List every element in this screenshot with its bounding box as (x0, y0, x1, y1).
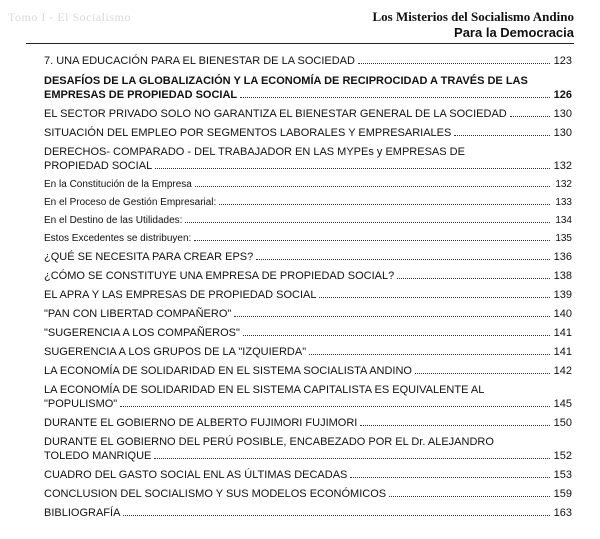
toc-page-number: 132 (553, 160, 572, 172)
toc-page-number: 130 (553, 108, 572, 120)
header-rule (26, 43, 574, 44)
dot-leader (510, 116, 550, 117)
toc-entry-text: DURANTE EL GOBIERNO DEL PERÚ POSIBLE, ENCABEZADO POR EL Dr. ALEJANDRO (44, 436, 494, 448)
toc-entry (44, 232, 572, 245)
toc-page-number: 163 (553, 507, 572, 519)
toc-entry (44, 383, 572, 411)
toc-entry (44, 214, 572, 227)
toc-entry-text: "SUGERENCIA A LOS COMPAÑEROS" (44, 327, 240, 339)
toc-entry-text: LA ECONOMÍA DE SOLIDARIDAD EN EL SISTEMA CAPITALISTA ES EQUIVALENTE AL (44, 384, 485, 396)
toc-entry-text: En el Proceso de Gestión Empresarial: (44, 197, 217, 208)
toc-entry-text: "POPULISMO" (44, 398, 118, 410)
toc-entry-text: En el Destino de las Utilidades: (44, 215, 183, 226)
toc-entry (44, 326, 572, 340)
toc-entry (44, 506, 572, 520)
toc-page-number: 141 (553, 346, 572, 358)
toc-entry (44, 345, 572, 359)
toc-entry-text: Estos Excedentes se distribuyen: (44, 233, 192, 244)
toc-page-number: 123 (553, 55, 572, 67)
toc-entry-text: BIBLIOGRAFÍA (44, 507, 121, 519)
table-of-contents (44, 54, 572, 520)
dot-leader (454, 135, 550, 136)
toc-page-number: 136 (553, 251, 572, 263)
dot-leader (234, 316, 550, 317)
toc-entry-text: ¿CÓMO SE CONSTITUYE UNA EMPRESA DE PROPIEDAD SOCIAL? (44, 270, 395, 282)
toc-entry (44, 107, 572, 121)
toc-entry-text: CUADRO DEL GASTO SOCIAL ENL AS ÚLTIMAS DECADAS (44, 469, 348, 481)
dot-leader (389, 496, 550, 497)
dot-leader (240, 97, 550, 98)
toc-entry (44, 416, 572, 430)
toc-page-number: 159 (553, 488, 572, 500)
toc-page-number: 138 (553, 270, 572, 282)
dot-leader (155, 168, 550, 169)
toc-entry (44, 288, 572, 302)
dot-leader (195, 186, 550, 187)
dot-leader (397, 278, 550, 279)
toc-page-number: 140 (553, 308, 572, 320)
toc-page-number: 132 (555, 179, 572, 190)
dot-leader (309, 354, 550, 355)
toc-page-number: 142 (553, 365, 572, 377)
toc-entry (44, 250, 572, 264)
book-title: Los Misterios del Socialismo Andino (372, 9, 574, 24)
toc-entry (44, 126, 572, 140)
toc-entry (44, 435, 572, 463)
dot-leader (194, 240, 550, 241)
toc-entry-text: EL SECTOR PRIVADO SOLO NO GARANTIZA EL BIENESTAR GENERAL DE LA SOCIEDAD (44, 108, 507, 120)
book-subtitle: Para la Democracia (454, 25, 574, 40)
dot-leader (350, 477, 550, 478)
dot-leader (123, 515, 550, 516)
toc-entry (44, 178, 572, 191)
toc-page-number: 134 (555, 215, 572, 226)
toc-page-number: 141 (553, 327, 572, 339)
toc-entry-text: DESAFÍOS DE LA GLOBALIZACIÓN Y LA ECONOMÍA DE RECIPROCIDAD A TRAVÉS DE LAS (44, 75, 528, 87)
dot-leader (319, 297, 550, 298)
toc-page-number: 145 (553, 398, 572, 410)
toc-entry-text: SUGERENCIA A LOS GRUPOS DE LA "IZQUIERDA" (44, 346, 307, 358)
dot-leader (154, 458, 550, 459)
dot-leader (360, 425, 550, 426)
toc-page-number: 130 (553, 127, 572, 139)
toc-entry-text: "PAN CON LIBERTAD COMPAÑERO" (44, 308, 232, 320)
toc-entry-text: EMPRESAS DE PROPIEDAD SOCIAL (44, 89, 238, 101)
toc-entry (44, 307, 572, 321)
toc-entry (44, 145, 572, 173)
toc-page-number: 139 (553, 289, 572, 301)
toc-entry-text: LA ECONOMÍA DE SOLIDARIDAD EN EL SISTEMA SOCIALISTA ANDINO (44, 365, 412, 377)
toc-entry (44, 269, 572, 283)
toc-entry-text: PROPIEDAD SOCIAL (44, 160, 153, 172)
toc-entry-text: 7. UNA EDUCACIÓN PARA EL BIENESTAR DE LA SOCIEDAD (44, 55, 355, 67)
dot-leader (415, 373, 550, 374)
toc-entry-text: DURANTE EL GOBIERNO DE ALBERTO FUJIMORI FUJIMORI (44, 417, 358, 429)
toc-entry (44, 74, 572, 102)
toc-entry (44, 196, 572, 209)
dot-leader (243, 335, 550, 336)
toc-page-number: 152 (553, 450, 572, 462)
dot-leader (120, 406, 550, 407)
toc-entry-text: DERECHOS- COMPARADO - DEL TRABAJADOR EN LAS MYPEs y EMPRESAS DE (44, 146, 465, 158)
toc-entry (44, 364, 572, 378)
toc-page-number: 126 (553, 89, 572, 101)
toc-entry (44, 468, 572, 482)
toc-page-number: 150 (553, 417, 572, 429)
dot-leader (358, 63, 550, 64)
dot-leader (219, 204, 550, 205)
toc-entry-text: En la Constitución de la Empresa (44, 179, 192, 190)
toc-entry-text: CONCLUSION DEL SOCIALISMO Y SUS MODELOS ECONÓMICOS (44, 488, 387, 500)
toc-entry (44, 487, 572, 501)
dot-leader (256, 259, 550, 260)
faint-running-header: Tomo I - El Socialismo (8, 10, 131, 24)
toc-page-number: 153 (553, 469, 572, 481)
dot-leader (185, 222, 550, 223)
toc-page-number: 133 (555, 197, 572, 208)
toc-entry-text: ¿QUÉ SE NECESITA PARA CREAR EPS? (44, 251, 254, 263)
toc-page-number: 135 (555, 233, 572, 244)
toc-entry (44, 54, 572, 68)
toc-entry-text: TOLEDO MANRIQUE (44, 450, 152, 462)
toc-entry-text: SITUACIÓN DEL EMPLEO POR SEGMENTOS LABORALES Y EMPRESARIALES (44, 127, 452, 139)
toc-entry-text: EL APRA Y LAS EMPRESAS DE PROPIEDAD SOCIAL (44, 289, 317, 301)
